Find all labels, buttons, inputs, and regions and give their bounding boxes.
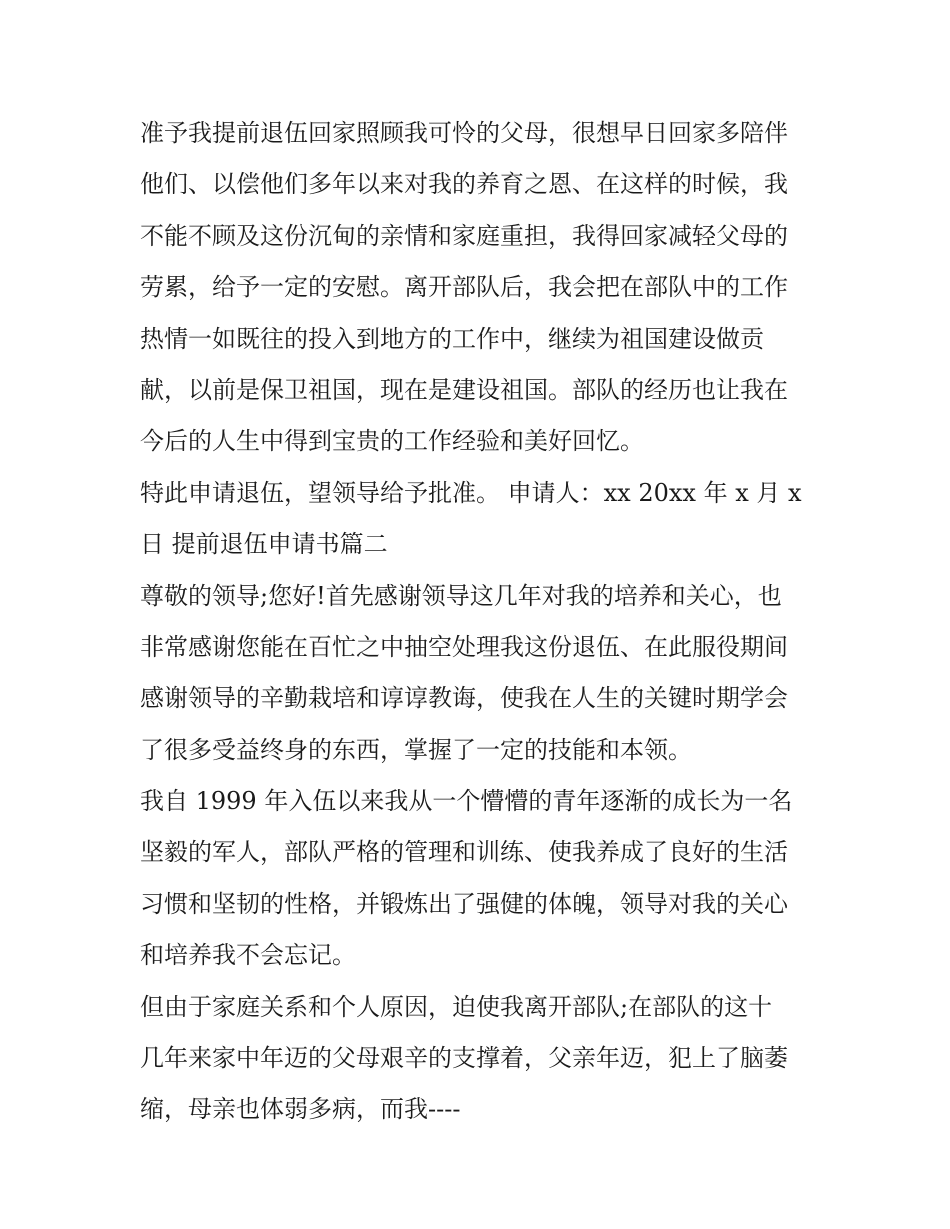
text-line: 今后的人生中得到宝贵的工作经验和美好回忆。 <box>140 427 644 456</box>
text-line: 了很多受益终身的东西，掌握了一定的技能和本领。 <box>140 735 692 764</box>
text-line: 热情一如既往的投入到地方的工作中，继续为祖国建设做贡 <box>140 324 764 353</box>
text-line: 坚毅的军人，部队严格的管理和训练、使我养成了良好的生活 <box>140 838 788 867</box>
text-line: 特此申请退伍，望领导给予批准。 申请人：xx 20xx 年 x 月 x <box>140 478 802 507</box>
text-line: 缩，母亲也体弱多病，而我---- <box>140 1095 461 1124</box>
text-line: 献，以前是保卫祖国，现在是建设祖国。部队的经历也让我在 <box>140 375 788 404</box>
text-line: 非常感谢您能在百忙之中抽空处理我这份退伍、在此服役期间 <box>140 632 788 661</box>
text-line: 劳累，给予一定的安慰。离开部队后，我会把在部队中的工作 <box>140 273 788 302</box>
text-line: 尊敬的领导;您好!首先感谢领导这几年对我的培养和关心，也 <box>140 581 782 610</box>
text-line: 他们、以偿他们多年以来对我的养育之恩、在这样的时候，我 <box>140 170 788 199</box>
text-line: 我自 1999 年入伍以来我从一个懵懵的青年逐渐的成长为一名 <box>140 787 793 816</box>
text-line: 日 提前退伍申请书篇二 <box>140 530 388 559</box>
text-line: 习惯和坚韧的性格，并锻炼出了强健的体魄，领导对我的关心 <box>140 889 788 918</box>
text-line: 不能不顾及这份沉甸的亲情和家庭重担，我得回家减轻父母的 <box>140 221 788 250</box>
text-line: 感谢领导的辛勤栽培和谆谆教诲，使我在人生的关键时期学会 <box>140 684 788 713</box>
document-body <box>140 108 830 1136</box>
text-line: 和培养我不会忘记。 <box>140 941 356 970</box>
text-line: 但由于家庭关系和个人原因，迫使我离开部队;在部队的这十 <box>140 992 773 1021</box>
text-line: 准予我提前退伍回家照顾我可怜的父母，很想早日回家多陪伴 <box>140 119 788 147</box>
text-line: 几年来家中年迈的父母艰辛的支撑着，父亲年迈，犯上了脑萎 <box>140 1044 788 1073</box>
